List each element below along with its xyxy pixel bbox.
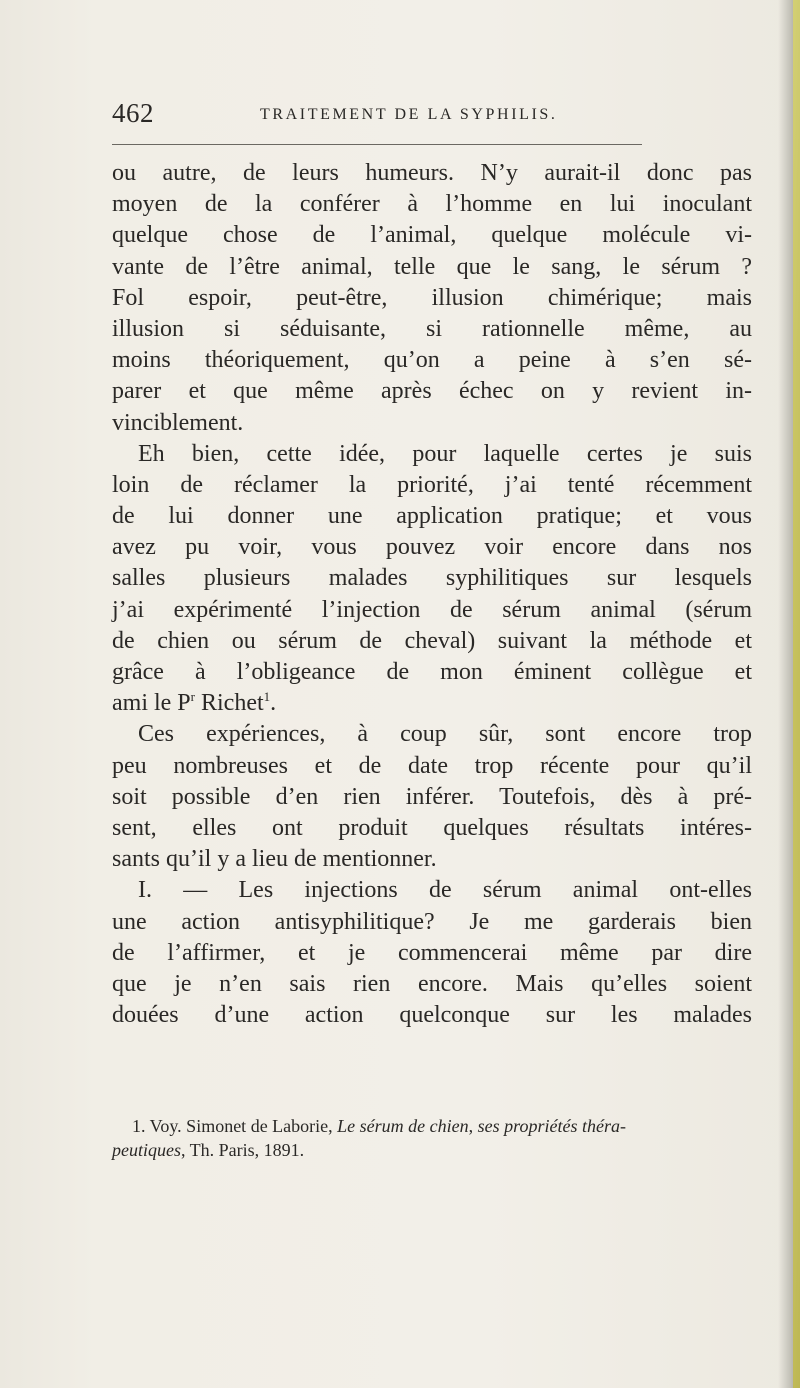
header-rule bbox=[112, 144, 642, 145]
footnotes bbox=[112, 1114, 752, 1162]
page-edge-strip bbox=[793, 0, 800, 1388]
text-line: quelque chose de l’animal, quelque molécule vi- bbox=[112, 222, 752, 249]
text-line: Ces expériences, à coup sûr, sont encore trop bbox=[138, 721, 752, 748]
text-line: douées d’une action quelconque sur les malades bbox=[112, 1002, 752, 1029]
text-line: loin de réclamer la priorité, j’ai tenté récemment bbox=[112, 471, 752, 498]
text-line: vinciblement. bbox=[112, 409, 244, 436]
text-line: de chien ou sérum de cheval) suivant la méthode et bbox=[112, 627, 752, 654]
text-line: sants qu’il y a lieu de mentionner. bbox=[112, 846, 437, 873]
text-line: grâce à l’obligeance de mon éminent collègue et bbox=[112, 659, 752, 685]
ami-name: Richet bbox=[195, 690, 264, 717]
text-line: Eh bien, cette idée, pour laquelle certes je suis bbox=[138, 440, 752, 467]
professor-abbrev-sup: r bbox=[190, 689, 195, 705]
footnote-1-prefix: 1. Voy. Simonet de Laborie, bbox=[132, 1116, 338, 1136]
footnote-1-line-2 bbox=[112, 1138, 752, 1162]
text-line: sent, elles ont produit quelques résultats intéres- bbox=[112, 814, 752, 841]
footnote-1-suffix: , Th. Paris, 1891. bbox=[181, 1140, 305, 1160]
text-line: soit possible d’en rien inférer. Toutefois, dès à pré- bbox=[112, 783, 752, 810]
text-line: ou autre, de leurs humeurs. N’y aurait-il donc pas bbox=[112, 160, 752, 186]
running-title: TRAITEMENT DE LA SYPHILIS. bbox=[260, 106, 558, 123]
text-line: salles plusieurs malades syphilitiques sur lesquels bbox=[112, 565, 752, 592]
text-line: moins théoriquement, qu’on a peine à s’en sé- bbox=[112, 347, 752, 374]
footnote-1-title2b: peutiques bbox=[112, 1140, 181, 1160]
text-line: de l’affirmer, et je commencerai même par dire bbox=[112, 939, 752, 966]
footnote-1-sep: , bbox=[468, 1116, 478, 1136]
footnote-1-title2a: ses propriétés théra- bbox=[477, 1116, 626, 1136]
text-line: j’ai expérimenté l’injection de sérum animal (sérum bbox=[112, 596, 752, 623]
text-line: vante de l’être animal, telle que le sang, le sérum ? bbox=[112, 253, 752, 280]
ami-prefix: ami le P bbox=[112, 690, 191, 717]
text-line: de lui donner une application pratique; et vous bbox=[112, 503, 752, 530]
text-line: peu nombreuses et de date trop récente pour qu’il bbox=[112, 752, 752, 779]
text-line: I. — Les injections de sérum animal ont-elles bbox=[138, 877, 752, 904]
text-line: parer et que même après échec on y revient in- bbox=[112, 378, 752, 405]
text-line: Fol espoir, peut-être, illusion chimérique; mais bbox=[112, 284, 752, 311]
page-number: 462 bbox=[112, 98, 154, 128]
footnote-1-line-1 bbox=[112, 1114, 752, 1138]
page-header bbox=[112, 98, 752, 134]
text-line: que je n’en sais rien encore. Mais qu’elles soient bbox=[112, 970, 752, 997]
text-line: illusion si séduisante, si rationnelle même, au bbox=[112, 315, 752, 342]
text-line: avez pu voir, vous pouvez voir encore dans nos bbox=[112, 534, 752, 561]
ami-suffix: . bbox=[270, 690, 277, 717]
text-line-ami bbox=[112, 688, 752, 719]
body-text bbox=[112, 158, 752, 1031]
footnote-ref: 1 bbox=[263, 689, 271, 705]
text-line: moyen de la conférer à l’homme en lui inoculant bbox=[112, 191, 752, 218]
text-line: une action antisyphilitique? Je me garderais bien bbox=[112, 908, 752, 935]
footnote-1-title: Le sérum de chien bbox=[337, 1116, 469, 1136]
